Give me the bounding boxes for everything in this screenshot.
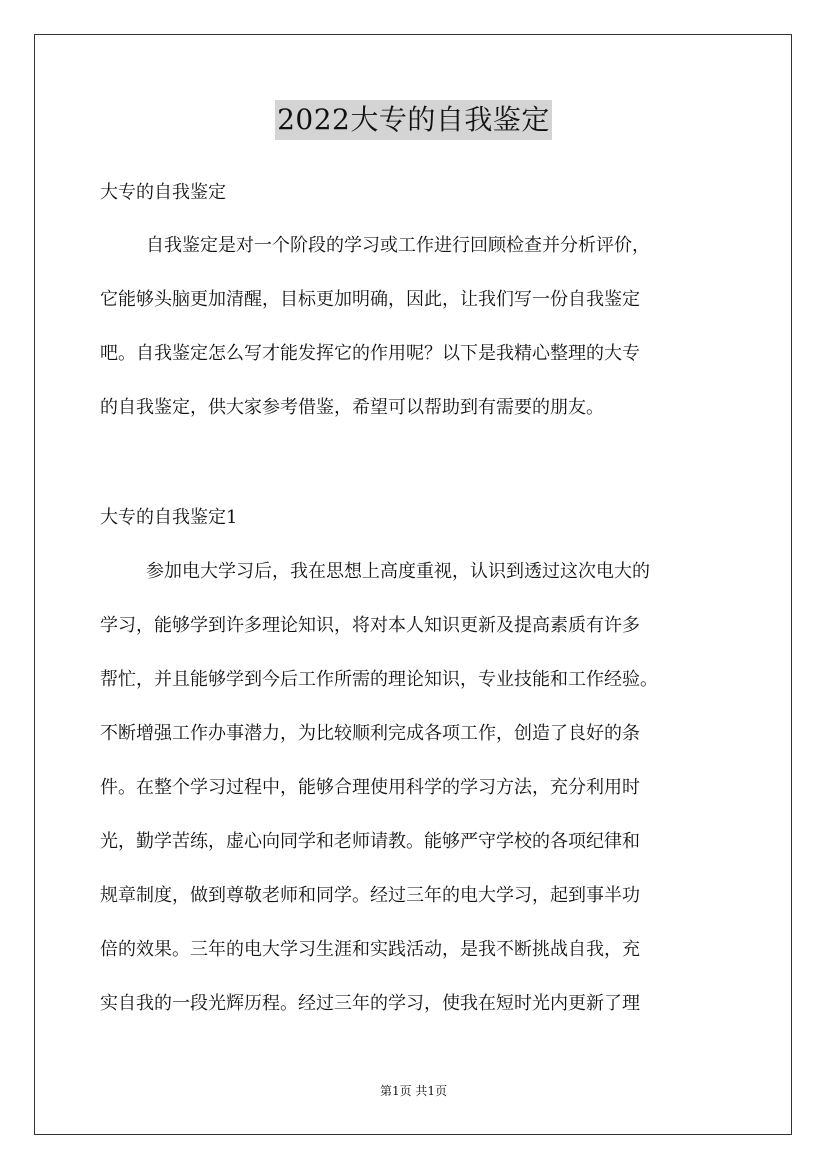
intro-paragraph — [100, 233, 740, 449]
paragraph-line: 帮忙，并且能够学到今后工作所需的理论知识，专业技能和工作经验。 — [100, 669, 658, 690]
paragraph-line: 不断增强工作办事潜力，为比较顺利完成各项工作，创造了良好的条 — [100, 723, 640, 744]
paragraph-line: 光，勤学苦练，虚心向同学和老师请教。能够严守学校的各项纪律和 — [100, 831, 640, 852]
document-title: 2022大专的自我鉴定 — [275, 100, 552, 140]
paragraph-line: 参加电大学习后，我在思想上高度重视，认识到透过这次电大的 — [146, 561, 650, 582]
section1-paragraph — [100, 559, 740, 1045]
paragraph-line: 自我鉴定是对一个阶段的学习或工作进行回顾检查并分析评价， — [146, 235, 650, 256]
title-container — [0, 100, 827, 140]
paragraph-line: 的自我鉴定，供大家参考借鉴，希望可以帮助到有需要的朋友。 — [100, 397, 604, 418]
section1-heading: 大专的自我鉴定1 — [100, 507, 238, 528]
paragraph-line: 件。在整个学习过程中，能够合理使用科学的学习方法，充分利用时 — [100, 777, 640, 798]
intro-heading: 大专的自我鉴定 — [100, 182, 226, 203]
paragraph-line: 倍的效果。三年的电大学习生涯和实践活动，是我不断挑战自我，充 — [100, 939, 640, 960]
paragraph-line: 实自我的一段光辉历程。经过三年的学习，使我在短时光内更新了理 — [100, 993, 640, 1014]
paragraph-line: 吧。自我鉴定怎么写才能发挥它的作用呢？以下是我精心整理的大专 — [100, 343, 640, 364]
paragraph-line: 规章制度，做到尊敬老师和同学。经过三年的电大学习，起到事半功 — [100, 885, 640, 906]
paragraph-line: 它能够头脑更加清醒，目标更加明确，因此，让我们写一份自我鉴定 — [100, 289, 640, 310]
paragraph-line: 学习，能够学到许多理论知识，将对本人知识更新及提高素质有许多 — [100, 615, 640, 636]
page-number-footer: 第1页 共1页 — [379, 1084, 448, 1098]
